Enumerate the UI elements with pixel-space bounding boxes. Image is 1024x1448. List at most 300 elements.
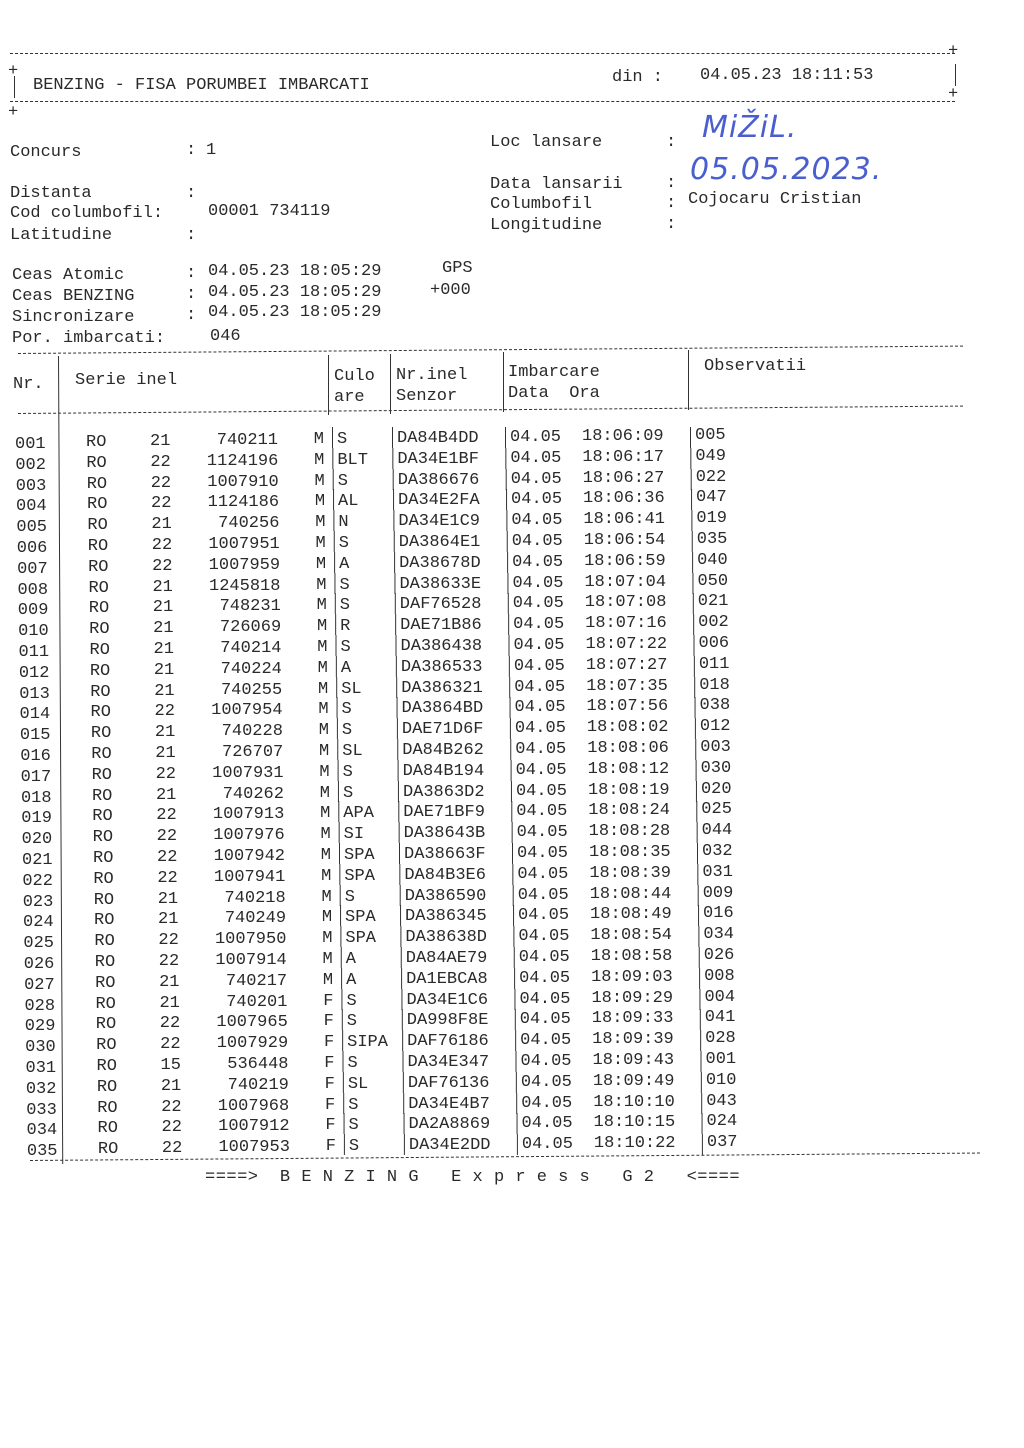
ring-number: 740228 [221,722,283,742]
bar-sensor-date [507,531,508,552]
observation: 006 [698,634,730,653]
table-row [12,1133,1024,1162]
table-row [8,925,1024,954]
embark-time: 18:07:04 [584,572,667,592]
latitudine-label: Latitudine [10,226,113,245]
color: S [342,762,353,782]
ring-number: 726069 [219,618,282,638]
ring-year: 21 [155,785,177,805]
color: APA [343,804,374,824]
bar-time-obs [690,448,691,469]
color: S [344,887,355,907]
ring-country: RO [88,578,109,598]
sex: M [314,492,326,512]
embark-time: 18:07:56 [586,697,669,717]
sensor-id: DA84B4DD [397,429,479,448]
longitudine-colon: : [666,215,677,234]
bar-sensor-date [510,697,511,718]
color: SL [341,679,362,699]
ring-country: RO [91,765,113,785]
ring-country: RO [95,994,116,1014]
sex: M [321,908,333,928]
ring-number: 1007950 [214,930,287,950]
embark-date: 04.05 [514,719,566,739]
ring-country: RO [91,786,113,806]
ring-country: RO [93,849,114,868]
observation: 044 [701,821,733,841]
bar-color-sensor [396,656,397,677]
bar-sensor-date [505,427,506,448]
bar-sensor-date [516,1072,517,1093]
bar-time-obs [694,635,695,656]
bar-color-sensor [403,1051,404,1072]
ring-year: 22 [160,1035,181,1055]
color: S [348,1095,359,1115]
table-row [8,904,1024,933]
sex: M [319,742,330,761]
bar-sensor-date [514,968,515,989]
bar-color-sensor [394,531,395,552]
ring-country: RO [92,807,113,827]
sensor-id: DA34E4B7 [408,1094,490,1114]
color: A [345,950,356,969]
bar-time-obs [691,489,692,510]
bar-time-obs [692,531,693,552]
latitudine-colon: : [186,226,197,245]
row-number: 013 [19,684,50,704]
row-number: 007 [17,559,48,579]
ring-country: RO [93,890,115,910]
bar-sex-color [342,1009,343,1030]
embark-time: 18:08:28 [588,822,671,842]
ceas-benzing-label: Ceas BENZING [12,287,135,306]
col-header-imbarcare: Imbarcare Data Ora [508,363,600,403]
ring-number: 1007968 [217,1096,290,1116]
sex: M [313,430,324,449]
embark-date: 04.05 [515,760,567,780]
bar-time-obs [692,552,693,573]
observation: 005 [695,426,726,445]
row-number: 012 [18,663,50,683]
embark-time: 18:10:15 [593,1113,676,1133]
bar-sensor-date [516,1093,517,1114]
bar-sex-color [337,718,338,739]
ring-year: 22 [151,494,172,514]
ring-number: 1124196 [206,451,279,471]
observation: 024 [706,1112,738,1132]
table-row [7,821,1024,850]
embark-date: 04.05 [519,1010,571,1030]
row-number: 024 [23,913,54,933]
sensor-id: DAE71B86 [400,616,482,636]
bar-color-sensor [399,864,400,885]
ring-year: 22 [152,556,173,576]
sensor-id: DA84B262 [402,741,484,760]
bar-sex-color [333,469,334,490]
ring-country: RO [96,1077,118,1097]
observation: 009 [702,883,734,903]
sensor-id: DAF76528 [399,595,482,615]
color: A [346,970,357,990]
embark-date: 04.05 [518,927,570,947]
observation: 047 [696,488,727,508]
ceas-atomic-label: Ceas Atomic [12,266,125,285]
sensor-id: DA998F8E [406,1011,489,1031]
ring-number: 740217 [225,971,288,991]
embark-date: 04.05 [510,428,562,447]
ring-year: 22 [157,868,178,888]
ring-country: RO [92,828,114,848]
bar-color-sensor [401,947,402,968]
ring-year: 21 [158,910,179,930]
row-number: 015 [19,726,51,746]
bar-time-obs [694,656,695,677]
sex: M [317,679,329,699]
sex: M [316,617,328,637]
embark-time: 18:08:49 [590,905,672,925]
bar-sex-color [344,1113,345,1134]
sensor-id: DA38663F [404,845,486,864]
bar-sensor-date [512,864,513,885]
embark-time: 18:06:41 [583,510,666,530]
row-number: 031 [25,1059,57,1078]
sensor-id: DA84B3E6 [404,865,486,885]
ceas-atomic-source: GPS [442,259,473,278]
ring-year: 21 [153,660,175,680]
sincronizare-colon: : [186,306,197,325]
row-number: 019 [21,809,52,829]
bar-sensor-date [513,905,514,926]
ring-number: 726707 [222,743,284,762]
embark-date: 04.05 [510,469,562,489]
bar-color-sensor [396,635,397,656]
row-number: 001 [15,435,46,454]
sex: M [320,804,331,824]
ring-number: 1007931 [212,763,284,783]
ceas-atomic-value: 04.05.23 18:05:29 [208,262,382,281]
embark-time: 18:08:02 [586,718,669,738]
observation: 020 [700,779,732,799]
row-number: 011 [18,643,50,662]
color: SPA [345,929,377,949]
embark-time: 18:07:22 [585,635,668,654]
embark-date: 04.05 [521,1135,573,1155]
row-number: 032 [25,1079,57,1099]
embark-date: 04.05 [512,594,564,614]
bar-sensor-date [510,739,511,760]
ring-country: RO [87,516,108,536]
ring-year: 21 [152,598,174,618]
ring-year: 21 [159,993,180,1013]
observation: 025 [701,800,732,820]
ring-country: RO [94,911,115,931]
ring-year: 21 [152,577,173,597]
bar-sensor-date [514,947,515,968]
embark-date: 04.05 [511,511,563,531]
observation: 008 [704,966,735,986]
observation: 038 [699,696,731,716]
ring-country: RO [86,474,108,494]
embark-date: 04.05 [518,906,570,926]
ring-country: RO [96,1036,117,1056]
sex: M [319,783,330,803]
color: S [341,721,353,741]
observation: 031 [702,862,733,882]
table-row [7,842,1024,870]
observation: 010 [705,1070,737,1090]
bar-color-sensor [392,427,393,448]
color: SL [342,742,363,761]
sensor-id: DA3863D2 [402,782,485,802]
ring-number: 748231 [219,597,281,617]
sex: M [322,950,333,969]
row-number: 030 [25,1038,56,1058]
ring-year: 21 [159,972,180,992]
observation: 032 [702,842,733,861]
bar-sex-color [343,1072,344,1093]
ring-country: RO [97,1119,118,1139]
bar-sex-color [339,864,340,885]
ring-year: 22 [158,952,180,971]
distanta-colon: : [186,184,197,203]
loc-lansare-colon: : [666,133,677,152]
bar-sex-color [337,697,338,718]
embark-time: 18:08:35 [589,843,671,862]
document-title: BENZING - FISA PORUMBEI IMBARCATI [33,76,370,95]
bar-time-obs [693,593,694,614]
bar-sensor-date [506,469,507,490]
ring-year: 22 [156,806,177,826]
color: SL [347,1074,369,1094]
row-number: 009 [17,601,49,621]
sensor-id: DA386533 [400,657,483,677]
ring-number: 1124186 [207,493,280,513]
bar-time-obs [699,947,700,968]
ring-year: 22 [161,1118,182,1138]
embark-time: 18:06:59 [584,551,666,571]
color: S [337,430,348,449]
row-number: 033 [26,1100,57,1120]
sensor-id: DA34E1BF [397,449,479,469]
bar-sensor-date [511,801,512,822]
ceas-benzing-offset: +000 [430,281,471,300]
data-lansarii-colon: : [666,174,677,193]
sensor-id: DAE71BF9 [403,803,485,823]
bar-color-sensor [398,760,399,781]
table-row [9,946,1024,974]
embark-date: 04.05 [515,740,567,759]
ring-country: RO [89,620,110,640]
ring-year: 22 [157,848,178,867]
sex: M [322,970,334,990]
concurs-colon: : [186,141,197,160]
ceas-benzing-colon: : [186,285,197,304]
observation: 037 [706,1133,738,1153]
ring-year: 22 [156,827,178,847]
embark-date: 04.05 [512,573,564,593]
embark-date: 04.05 [517,864,569,884]
ring-country: RO [94,932,115,952]
bar-time-obs [702,1134,703,1155]
row-number: 003 [15,476,47,496]
observation: 034 [703,925,735,945]
row-number: 018 [20,788,52,808]
bar-time-obs [699,989,700,1010]
bar-sex-color [341,968,342,989]
bar-color-sensor [397,697,398,718]
embark-time: 18:09:43 [592,1051,675,1070]
data-lansarii-handwritten: 05.05.2023. [690,152,883,187]
ring-number: 1007976 [213,826,285,846]
bar-time-obs [695,697,696,718]
sex: M [322,929,333,949]
bar-sensor-date [508,614,509,635]
ring-number: 1245818 [209,576,281,596]
bar-sensor-date [515,1030,516,1051]
bar-sex-color [339,843,340,864]
row-number: 005 [16,518,48,538]
ring-country: RO [97,1140,119,1160]
observation: 002 [698,613,729,633]
bar-color-sensor [396,677,397,698]
sex: F [324,1095,336,1115]
observation: 040 [697,550,728,570]
sex: M [321,887,332,907]
sensor-id: DA38643B [403,824,486,844]
bar-color-sensor [400,905,401,926]
bar-sex-color [335,593,336,614]
embark-date: 04.05 [515,781,567,801]
ring-country: RO [90,703,111,723]
embark-time: 18:08:44 [589,884,672,904]
ring-year: 21 [153,619,174,639]
bar-time-obs [691,510,692,531]
embark-date: 04.05 [521,1114,573,1134]
bar-sensor-date [505,448,506,469]
row-number: 023 [22,892,54,912]
color: N [338,513,349,533]
row-number: 026 [23,955,55,974]
color: SIPA [347,1033,388,1053]
bar-sex-color [341,947,342,968]
ring-year: 21 [153,640,174,659]
col-header-culoare: Culo are [334,367,375,407]
bar-sensor-date [514,989,515,1010]
print-datetime: 04.05.23 18:11:53 [700,66,874,85]
cod-columbofil-value: 00001 734119 [208,202,331,221]
observation: 026 [703,946,735,965]
bar-time-obs [699,968,700,989]
bar-sensor-date [507,573,508,594]
bar-sensor-date [512,843,513,864]
ring-year: 22 [154,702,175,722]
ring-year: 21 [151,515,172,535]
ring-number: 740262 [222,784,284,804]
embark-date: 04.05 [517,885,569,905]
bar-time-obs [696,801,697,822]
sensor-id: DA3864E1 [398,533,481,552]
ring-number: 740219 [227,1075,289,1095]
ring-country: RO [86,453,107,473]
color: S [346,1012,358,1032]
bar-time-obs [692,573,693,594]
color: S [339,575,350,595]
bar-color-sensor [395,614,396,635]
bar-sex-color [336,656,337,677]
color: S [337,471,348,491]
row-number: 008 [17,580,49,600]
bar-sex-color [333,510,334,531]
sex: F [323,1033,335,1053]
ceas-atomic-colon: : [186,264,197,283]
bar-color-sensor [402,1009,403,1030]
bar-sensor-date [509,656,510,677]
por-imbarcati-value: 046 [210,327,241,346]
sex: M [315,534,326,553]
observation: 004 [704,987,736,1007]
ring-number: 1007951 [208,535,280,554]
bar-time-obs [695,739,696,760]
embark-time: 18:08:06 [587,739,669,758]
ring-number: 740256 [218,514,280,534]
table-row [7,862,1024,891]
color: S [348,1137,360,1157]
ring-number: 1007954 [211,701,283,721]
embark-time: 18:10:10 [593,1092,675,1112]
concurs-label: Concurs [10,143,82,162]
ring-number: 1007959 [208,555,281,575]
bar-time-obs [698,905,699,926]
row-number: 022 [22,871,53,891]
observation: 021 [697,592,729,612]
bar-sex-color [340,885,341,906]
observation: 035 [696,530,728,549]
embark-time: 18:09:33 [591,1009,674,1029]
color: S [346,991,357,1011]
embark-date: 04.05 [520,1052,572,1071]
bar-sex-color [336,677,337,698]
embark-time: 18:07:27 [585,655,668,675]
bar-sex-color [336,635,337,656]
din-label: din : [612,68,664,87]
sensor-id: DA3864BD [401,699,484,719]
embark-time: 18:06:54 [583,531,666,550]
ring-country: RO [89,641,110,660]
embark-date: 04.05 [513,636,565,655]
bar-time-obs [697,864,698,885]
bar-color-sensor [401,989,402,1010]
sensor-id: DA34E347 [407,1053,490,1072]
sensor-id: DA34E1C6 [406,990,489,1010]
sex: M [321,866,332,886]
embark-date: 04.05 [511,532,563,551]
observation: 011 [698,654,730,674]
bar-sensor-date [506,489,507,510]
sex: F [325,1137,336,1157]
embark-date: 04.05 [519,968,571,988]
embark-time: 18:09:29 [591,988,674,1008]
ring-country: RO [94,953,116,972]
color: SPA [345,908,376,928]
columbofil-value: Cojocaru Cristian [688,190,862,209]
bar-color-sensor [401,968,402,989]
sensor-id: DA386438 [400,637,483,656]
embark-date: 04.05 [516,823,568,843]
ring-year: 15 [160,1056,181,1075]
embark-date: 04.05 [513,656,565,676]
embark-time: 18:08:39 [589,863,671,883]
embark-time: 18:06:27 [582,468,665,488]
